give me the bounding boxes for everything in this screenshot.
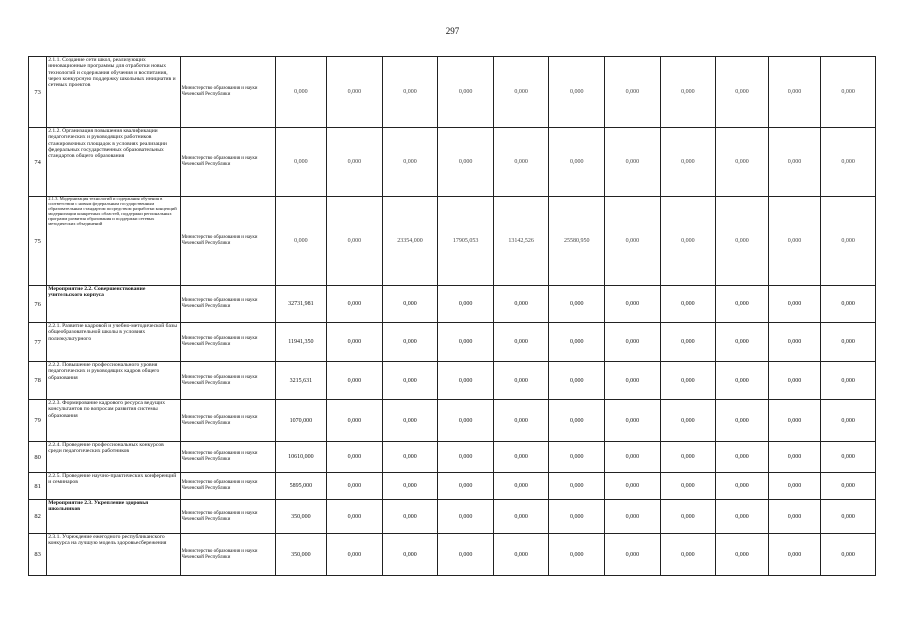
funding-value: 0,000 — [821, 400, 876, 442]
funding-value: 0,000 — [821, 442, 876, 473]
responsible-executor: Министерство образования и науки Чеченской Республики — [180, 534, 275, 576]
row-number: 76 — [29, 286, 47, 323]
activity-name: Мероприятие 2.2. Совершенствование учительского корпуса — [47, 286, 180, 323]
funding-value: 0,000 — [821, 362, 876, 400]
responsible-executor: Министерство образования и науки Чеченской Республики — [180, 323, 275, 362]
funding-value: 0,000 — [438, 500, 494, 534]
funding-value: 0,000 — [549, 362, 605, 400]
row-number: 77 — [29, 323, 47, 362]
funding-value: 0,000 — [821, 57, 876, 128]
funding-value: 0,000 — [493, 442, 549, 473]
funding-value: 0,000 — [768, 473, 821, 500]
funding-value: 0,000 — [493, 128, 549, 197]
funding-value: 0,000 — [821, 534, 876, 576]
funding-value: 0,000 — [493, 500, 549, 534]
funding-value: 0,000 — [438, 473, 494, 500]
funding-value: 0,000 — [438, 323, 494, 362]
activity-name: 2.1.3. Модернизация технологий и содержания обучения в соответствии с новым федеральным государственным образовательным стандартом посредством разработки концепций модернизации конкретных областей, поддержки региональных программ развития образования и поддержки сетевых методических объединений — [47, 197, 180, 286]
funding-value: 0,000 — [493, 473, 549, 500]
funding-value: 0,000 — [821, 473, 876, 500]
funding-value: 0,000 — [275, 128, 327, 197]
funding-value: 0,000 — [493, 400, 549, 442]
funding-value: 0,000 — [768, 323, 821, 362]
row-number: 81 — [29, 473, 47, 500]
funding-value: 0,000 — [768, 286, 821, 323]
responsible-executor: Министерство образования и науки Чеченской Республики — [180, 128, 275, 197]
funding-value: 0,000 — [605, 128, 661, 197]
funding-value: 0,000 — [821, 323, 876, 362]
funding-value: 0,000 — [327, 57, 383, 128]
funding-value: 0,000 — [327, 473, 383, 500]
funding-value: 0,000 — [438, 57, 494, 128]
funding-value: 0,000 — [768, 442, 821, 473]
funding-value: 0,000 — [605, 442, 661, 473]
activity-name: 2.2.3. Формирование кадрового ресурса ведущих консультантов по вопросам развития системы образования — [47, 400, 180, 442]
activity-name: 2.2.5. Проведение научно-практических конференций и семинаров — [47, 473, 180, 500]
funding-value: 0,000 — [605, 500, 661, 534]
table-row — [29, 534, 876, 576]
funding-value: 0,000 — [549, 442, 605, 473]
table-body — [29, 57, 876, 576]
row-number: 79 — [29, 400, 47, 442]
activity-name: 2.2.4. Проведение профессиональных конкурсов среди педагогических работников — [47, 442, 180, 473]
funding-value: 0,000 — [768, 128, 821, 197]
funding-value: 0,000 — [327, 323, 383, 362]
funding-value: 0,000 — [660, 500, 716, 534]
funding-value: 0,000 — [821, 197, 876, 286]
funding-value: 0,000 — [605, 197, 661, 286]
funding-value: 0,000 — [716, 197, 769, 286]
table-row — [29, 197, 876, 286]
funding-value: 0,000 — [327, 128, 383, 197]
funding-value: 0,000 — [716, 362, 769, 400]
funding-value: 25580,950 — [549, 197, 605, 286]
funding-value: 11941,350 — [275, 323, 327, 362]
row-number: 83 — [29, 534, 47, 576]
funding-value: 0,000 — [382, 128, 438, 197]
responsible-executor: Министерство образования и науки Чеченской Республики — [180, 500, 275, 534]
table-row — [29, 400, 876, 442]
funding-value: 0,000 — [549, 500, 605, 534]
funding-value: 0,000 — [549, 323, 605, 362]
row-number: 80 — [29, 442, 47, 473]
funding-value: 0,000 — [660, 534, 716, 576]
funding-value: 0,000 — [438, 534, 494, 576]
funding-value: 0,000 — [438, 400, 494, 442]
funding-value: 0,000 — [275, 57, 327, 128]
funding-value: 0,000 — [382, 500, 438, 534]
funding-value: 0,000 — [382, 400, 438, 442]
funding-value: 1070,000 — [275, 400, 327, 442]
activity-name: 2.1.2. Организация повышения квалификации педагогических и руководящих работников стажировочных площадок в условиях реализации федеральных государственных образовательных стандартов общего образования — [47, 128, 180, 197]
funding-value: 5895,000 — [275, 473, 327, 500]
funding-value: 23354,000 — [382, 197, 438, 286]
activity-name: 2.2.2. Повышение профессионального уровня педагогических и руководящих кадров общего образования — [47, 362, 180, 400]
table-row — [29, 362, 876, 400]
funding-value: 0,000 — [716, 442, 769, 473]
table-row — [29, 286, 876, 323]
funding-value: 0,000 — [660, 197, 716, 286]
funding-value: 0,000 — [768, 400, 821, 442]
funding-value: 0,000 — [716, 534, 769, 576]
funding-value: 0,000 — [549, 128, 605, 197]
funding-value: 0,000 — [549, 400, 605, 442]
funding-value: 0,000 — [549, 286, 605, 323]
funding-value: 0,000 — [768, 57, 821, 128]
funding-value: 0,000 — [605, 473, 661, 500]
activity-name: 2.3.1. Учреждение ежегодного республиканского конкурса на лучшую модель здоровьесбережения — [47, 534, 180, 576]
funding-value: 0,000 — [327, 400, 383, 442]
activity-name: 2.1.1. Создание сети школ, реализующих инновационные программы для отработки новых технологий и содержания обучения и воспитания, через конкурсную поддержку школьных инициатив и сетевых проектов — [47, 57, 180, 128]
funding-value: 17905,053 — [438, 197, 494, 286]
funding-value: 0,000 — [438, 442, 494, 473]
funding-value: 3215,631 — [275, 362, 327, 400]
table-row — [29, 323, 876, 362]
responsible-executor: Министерство образования и науки Чеченской Республики — [180, 286, 275, 323]
funding-value: 0,000 — [382, 286, 438, 323]
funding-value: 0,000 — [549, 57, 605, 128]
table-row — [29, 57, 876, 128]
funding-value: 10610,000 — [275, 442, 327, 473]
funding-value: 0,000 — [768, 534, 821, 576]
page-number: 297 — [445, 26, 460, 36]
funding-value: 0,000 — [382, 57, 438, 128]
funding-value: 0,000 — [660, 286, 716, 323]
budget-table — [28, 56, 876, 576]
funding-value: 0,000 — [605, 323, 661, 362]
funding-value: 32731,981 — [275, 286, 327, 323]
funding-value: 350,000 — [275, 534, 327, 576]
funding-value: 0,000 — [382, 442, 438, 473]
funding-value: 0,000 — [821, 500, 876, 534]
responsible-executor: Министерство образования и науки Чеченской Республики — [180, 362, 275, 400]
funding-value: 0,000 — [382, 473, 438, 500]
funding-value: 0,000 — [549, 473, 605, 500]
funding-value: 0,000 — [605, 362, 661, 400]
funding-value: 350,000 — [275, 500, 327, 534]
funding-value: 0,000 — [382, 362, 438, 400]
funding-value: 0,000 — [716, 57, 769, 128]
responsible-executor: Министерство образования и науки Чеченской Республики — [180, 57, 275, 128]
funding-value: 0,000 — [493, 57, 549, 128]
table-row — [29, 128, 876, 197]
funding-value: 0,000 — [493, 286, 549, 323]
funding-value: 0,000 — [716, 286, 769, 323]
table-row — [29, 500, 876, 534]
funding-value: 13142,526 — [493, 197, 549, 286]
funding-value: 0,000 — [275, 197, 327, 286]
funding-value: 0,000 — [768, 197, 821, 286]
funding-value: 0,000 — [605, 57, 661, 128]
funding-value: 0,000 — [716, 323, 769, 362]
responsible-executor: Министерство образования и науки Чеченской Республики — [180, 197, 275, 286]
funding-value: 0,000 — [382, 534, 438, 576]
funding-value: 0,000 — [660, 473, 716, 500]
responsible-executor: Министерство образования и науки Чеченской Республики — [180, 400, 275, 442]
funding-value: 0,000 — [716, 128, 769, 197]
row-number: 73 — [29, 57, 47, 128]
responsible-executor: Министерство образования и науки Чеченской Республики — [180, 473, 275, 500]
funding-value: 0,000 — [438, 128, 494, 197]
table-row — [29, 473, 876, 500]
funding-value: 0,000 — [605, 286, 661, 323]
funding-value: 0,000 — [493, 362, 549, 400]
funding-value: 0,000 — [327, 442, 383, 473]
funding-value: 0,000 — [768, 362, 821, 400]
funding-value: 0,000 — [716, 500, 769, 534]
funding-value: 0,000 — [660, 323, 716, 362]
row-number: 78 — [29, 362, 47, 400]
responsible-executor: Министерство образования и науки Чеченской Республики — [180, 442, 275, 473]
funding-value: 0,000 — [660, 57, 716, 128]
funding-value: 0,000 — [660, 442, 716, 473]
funding-value: 0,000 — [768, 500, 821, 534]
funding-value: 0,000 — [327, 362, 383, 400]
funding-value: 0,000 — [821, 286, 876, 323]
row-number: 75 — [29, 197, 47, 286]
funding-value: 0,000 — [327, 286, 383, 323]
row-number: 74 — [29, 128, 47, 197]
funding-value: 0,000 — [660, 362, 716, 400]
funding-value: 0,000 — [327, 197, 383, 286]
funding-value: 0,000 — [605, 400, 661, 442]
funding-value: 0,000 — [821, 128, 876, 197]
funding-value: 0,000 — [327, 500, 383, 534]
table-row — [29, 442, 876, 473]
funding-value: 0,000 — [327, 534, 383, 576]
funding-value: 0,000 — [493, 534, 549, 576]
funding-value: 0,000 — [660, 400, 716, 442]
funding-value: 0,000 — [438, 362, 494, 400]
funding-value: 0,000 — [549, 534, 605, 576]
funding-value: 0,000 — [716, 400, 769, 442]
funding-value: 0,000 — [438, 286, 494, 323]
activity-name: Мероприятие 2.3. Укрепление здоровья школьников — [47, 500, 180, 534]
funding-value: 0,000 — [382, 323, 438, 362]
row-number: 82 — [29, 500, 47, 534]
funding-value: 0,000 — [605, 534, 661, 576]
activity-name: 2.2.1. Развитие кадровой и учебно-методической базы общеобразовательной школы в условиях полиэкультурного — [47, 323, 180, 362]
funding-value: 0,000 — [493, 323, 549, 362]
funding-value: 0,000 — [716, 473, 769, 500]
funding-value: 0,000 — [660, 128, 716, 197]
